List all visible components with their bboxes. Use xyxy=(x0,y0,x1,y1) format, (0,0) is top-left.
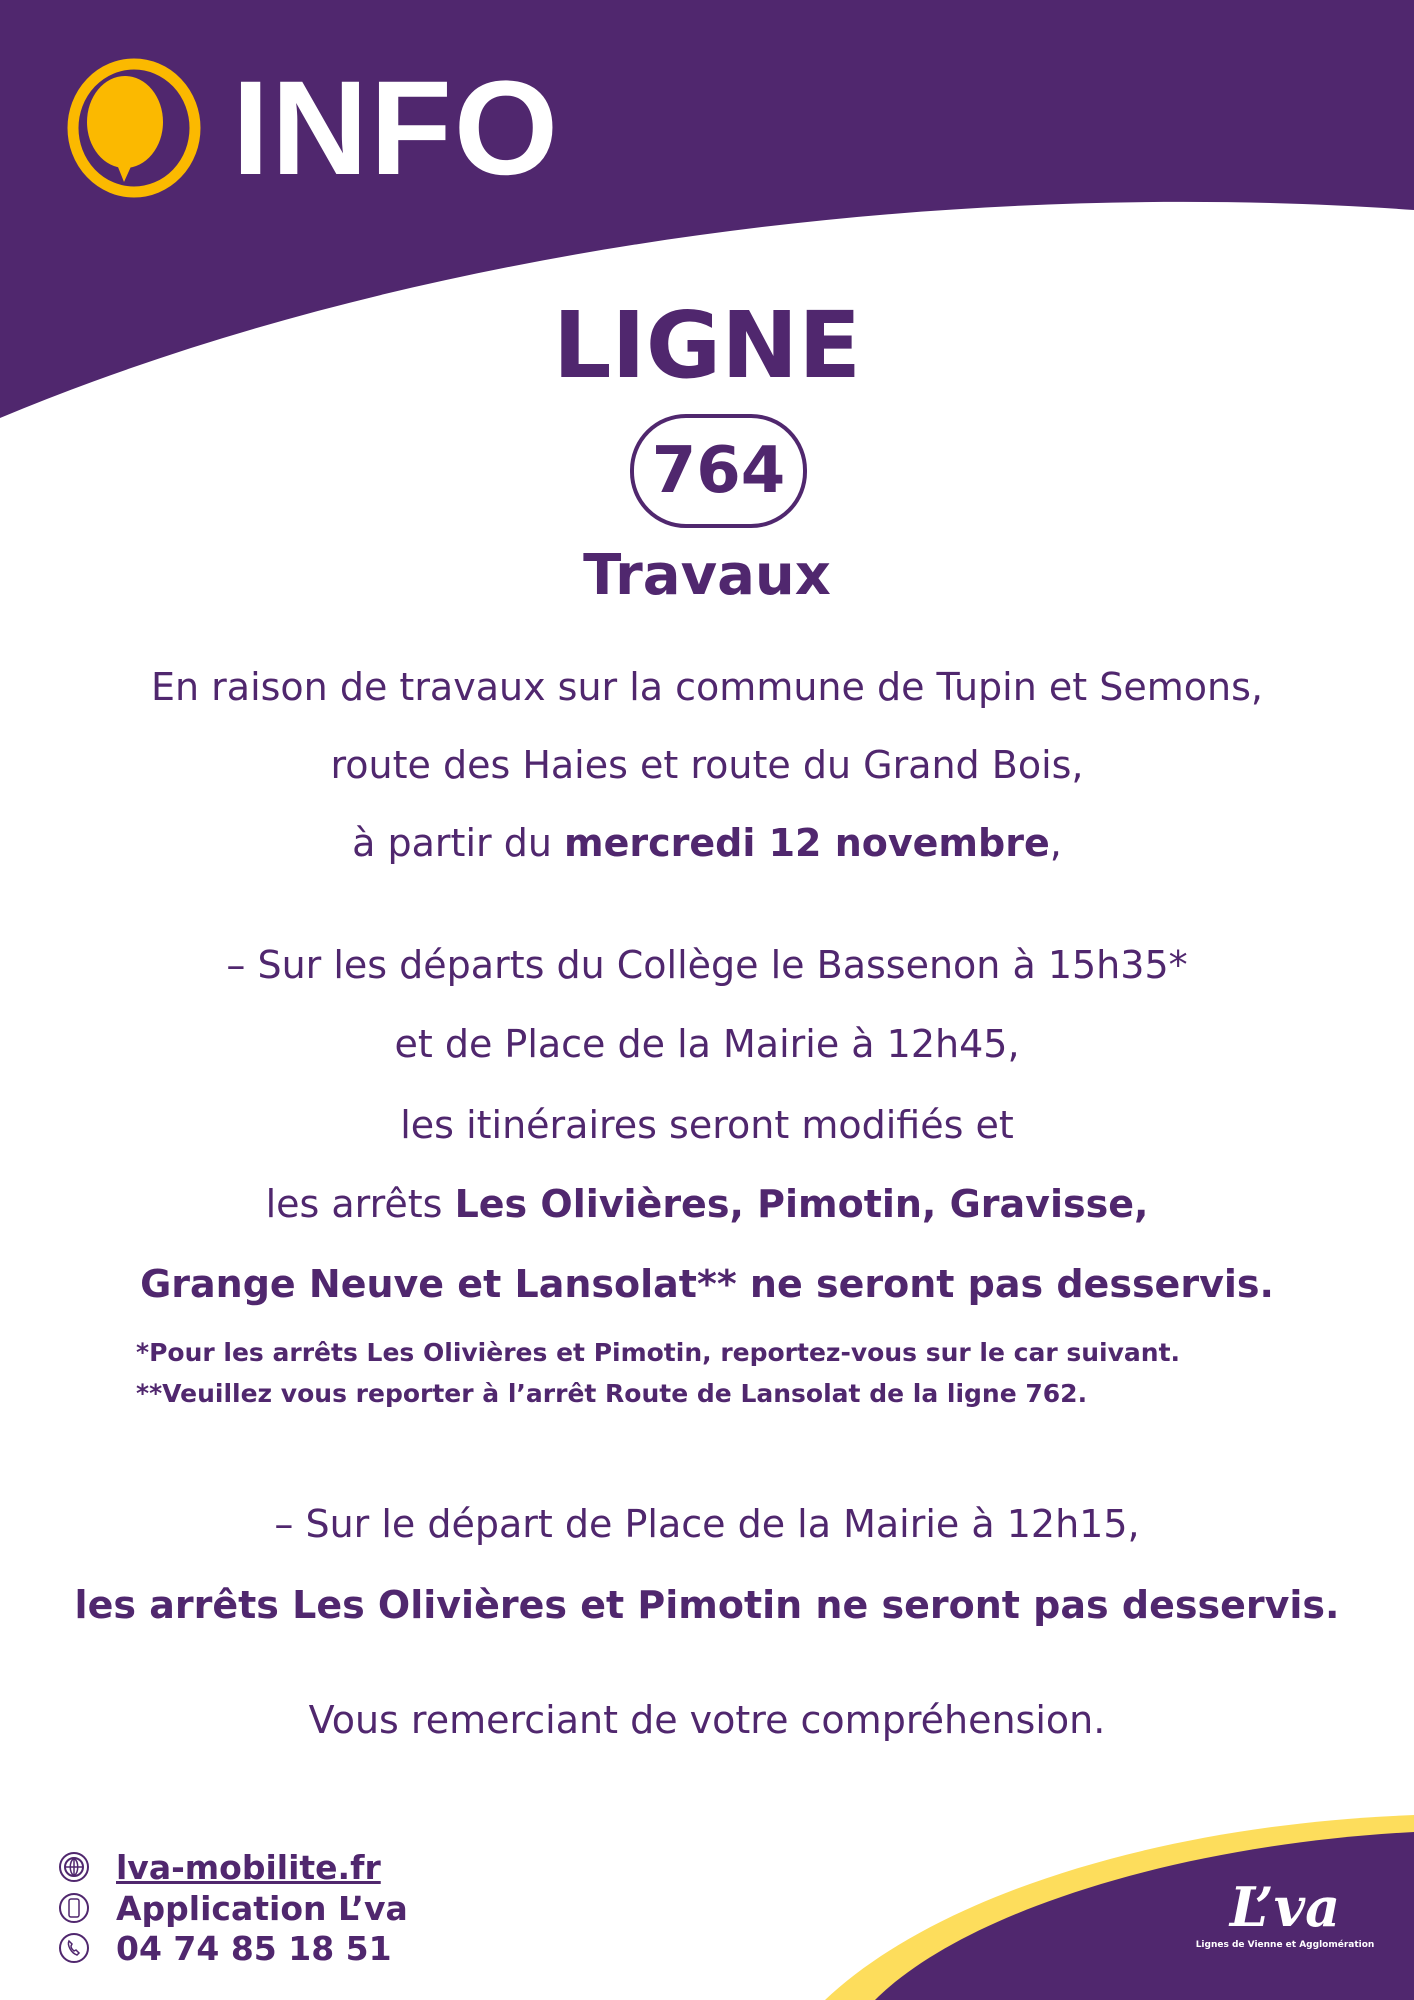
section1-line-2: et de Place de la Mairie à 12h45, xyxy=(394,1022,1020,1066)
section2-line-1: – Sur le départ de Place de la Mairie à 12h15, xyxy=(274,1502,1140,1546)
intro-text: à partir du xyxy=(352,821,564,865)
logo-tagline: Lignes de Vienne et Agglomération xyxy=(1195,1940,1375,1950)
intro-line-1: En raison de travaux sur la commune de Tupin et Semons, xyxy=(150,665,1263,709)
section1-line-3: les itinéraires seront modifiés et xyxy=(400,1103,1014,1147)
section2-line-2: les arrêts Les Olivières et Pimotin ne seront pas desservis. xyxy=(74,1583,1340,1627)
footnote-2: **Veuillez vous reporter à l’arrêt Route de Lansolat de la ligne 762. xyxy=(136,1379,1088,1408)
lva-logo xyxy=(1195,1875,1375,1950)
smartphone-icon xyxy=(58,1892,90,1924)
website-link-text[interactable]: lva-mobilite.fr xyxy=(116,1848,381,1887)
notice-subtitle: Travaux xyxy=(583,543,831,608)
phone-icon xyxy=(58,1932,90,1964)
line-number-badge: 764 xyxy=(630,414,807,528)
info-badge: INFO xyxy=(232,54,561,203)
section1-line-5: Grange Neuve et Lansolat** ne seront pas desservis. xyxy=(140,1262,1274,1306)
line-label: LIGNE xyxy=(552,292,862,399)
stops-list: Les Olivières, Pimotin, Gravisse, xyxy=(454,1182,1149,1226)
phone-number[interactable]: 04 74 85 18 51 xyxy=(116,1929,392,1968)
logo-wordmark: L’va xyxy=(1229,1875,1341,1939)
section1-line-4 xyxy=(0,1182,1414,1226)
intro-line-2: route des Haies et route du Grand Bois, xyxy=(330,743,1084,787)
stops-intro: les arrêts xyxy=(265,1182,455,1226)
start-date: mercredi 12 novembre xyxy=(564,821,1050,865)
website-link[interactable] xyxy=(116,1848,381,1887)
intro-punct: , xyxy=(1049,821,1062,865)
closing-text: Vous remerciant de votre compréhension. xyxy=(308,1698,1106,1742)
intro-line-3 xyxy=(0,821,1414,865)
section1-line-1: – Sur les départs du Collège le Bassenon à 15h35* xyxy=(226,943,1188,987)
globe-icon xyxy=(58,1851,90,1883)
footnote-1: *Pour les arrêts Les Olivières et Pimotin, reportez-vous sur le car suivant. xyxy=(136,1338,1181,1367)
app-label: Application L’va xyxy=(116,1889,408,1928)
